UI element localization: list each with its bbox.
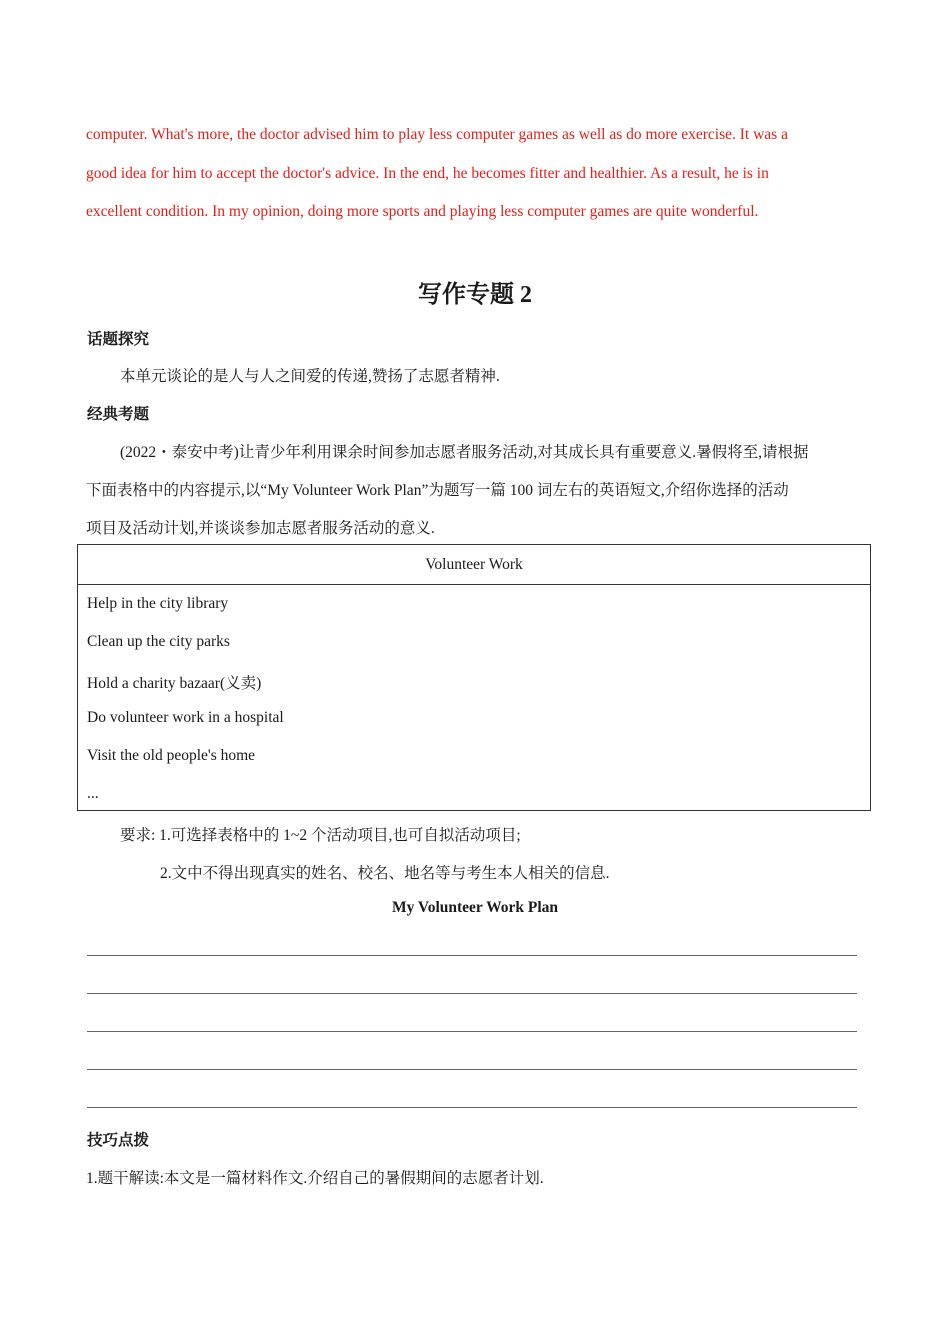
table-row: Clean up the city parks <box>87 633 230 650</box>
writing-line[interactable] <box>87 1069 857 1070</box>
topic-heading: 话题探究 <box>87 331 150 348</box>
table-header: Volunteer Work <box>78 545 870 585</box>
requirement-line-2: 2.文中不得出现真实的姓名、校名、地名等与考生本人相关的信息. <box>160 865 610 882</box>
requirement-line-1: 要求: 1.可选择表格中的 1~2 个活动项目,也可自拟活动项目; <box>120 827 521 844</box>
section-title: 写作专题 2 <box>418 282 532 308</box>
exam-line-2: 下面表格中的内容提示,以“My Volunteer Work Plan”为题写一篇 100 词左右的英语短文,介绍你选择的活动 <box>86 482 789 499</box>
writing-line[interactable] <box>87 993 857 994</box>
exam-line-3: 项目及活动计划,并谈谈参加志愿者服务活动的意义. <box>86 520 435 537</box>
table-row: Visit the old people's home <box>87 747 256 764</box>
table-row: Help in the city library <box>87 595 229 612</box>
essay-title: My Volunteer Work Plan <box>391 899 559 916</box>
passage-line-2: good idea for him to accept the doctor's advice. In the end, he becomes fitter and healthier. As a result, he is in <box>86 164 769 182</box>
passage-line-3: excellent condition. In my opinion, doing more sports and playing less computer games are quite wonderful. <box>86 203 759 220</box>
table-row: Do volunteer work in a hospital <box>87 709 284 726</box>
topic-text: 本单元谈论的是人与人之间爱的传递,赞扬了志愿者精神. <box>120 368 500 385</box>
volunteer-work-table <box>77 544 871 811</box>
tips-heading: 技巧点拨 <box>87 1132 150 1149</box>
writing-line[interactable] <box>87 1107 857 1108</box>
exam-heading: 经典考题 <box>87 406 150 423</box>
model-essay-passage <box>86 116 864 232</box>
passage-line-1: computer. What's more, the doctor advised him to play less computer games as well as do more exercise. It was a <box>86 126 788 143</box>
writing-line[interactable] <box>87 955 857 956</box>
table-row: ... <box>87 785 99 802</box>
tips-line-1: 1.题干解读:本文是一篇材料作文.介绍自己的暑假期间的志愿者计划. <box>86 1170 544 1187</box>
writing-line[interactable] <box>87 1031 857 1032</box>
table-row: Hold a charity bazaar(义卖) <box>87 675 262 692</box>
exam-line-1: (2022・泰安中考)让青少年利用课余时间参加志愿者服务活动,对其成长具有重要意义.暑假将至,请根据 <box>120 444 809 461</box>
